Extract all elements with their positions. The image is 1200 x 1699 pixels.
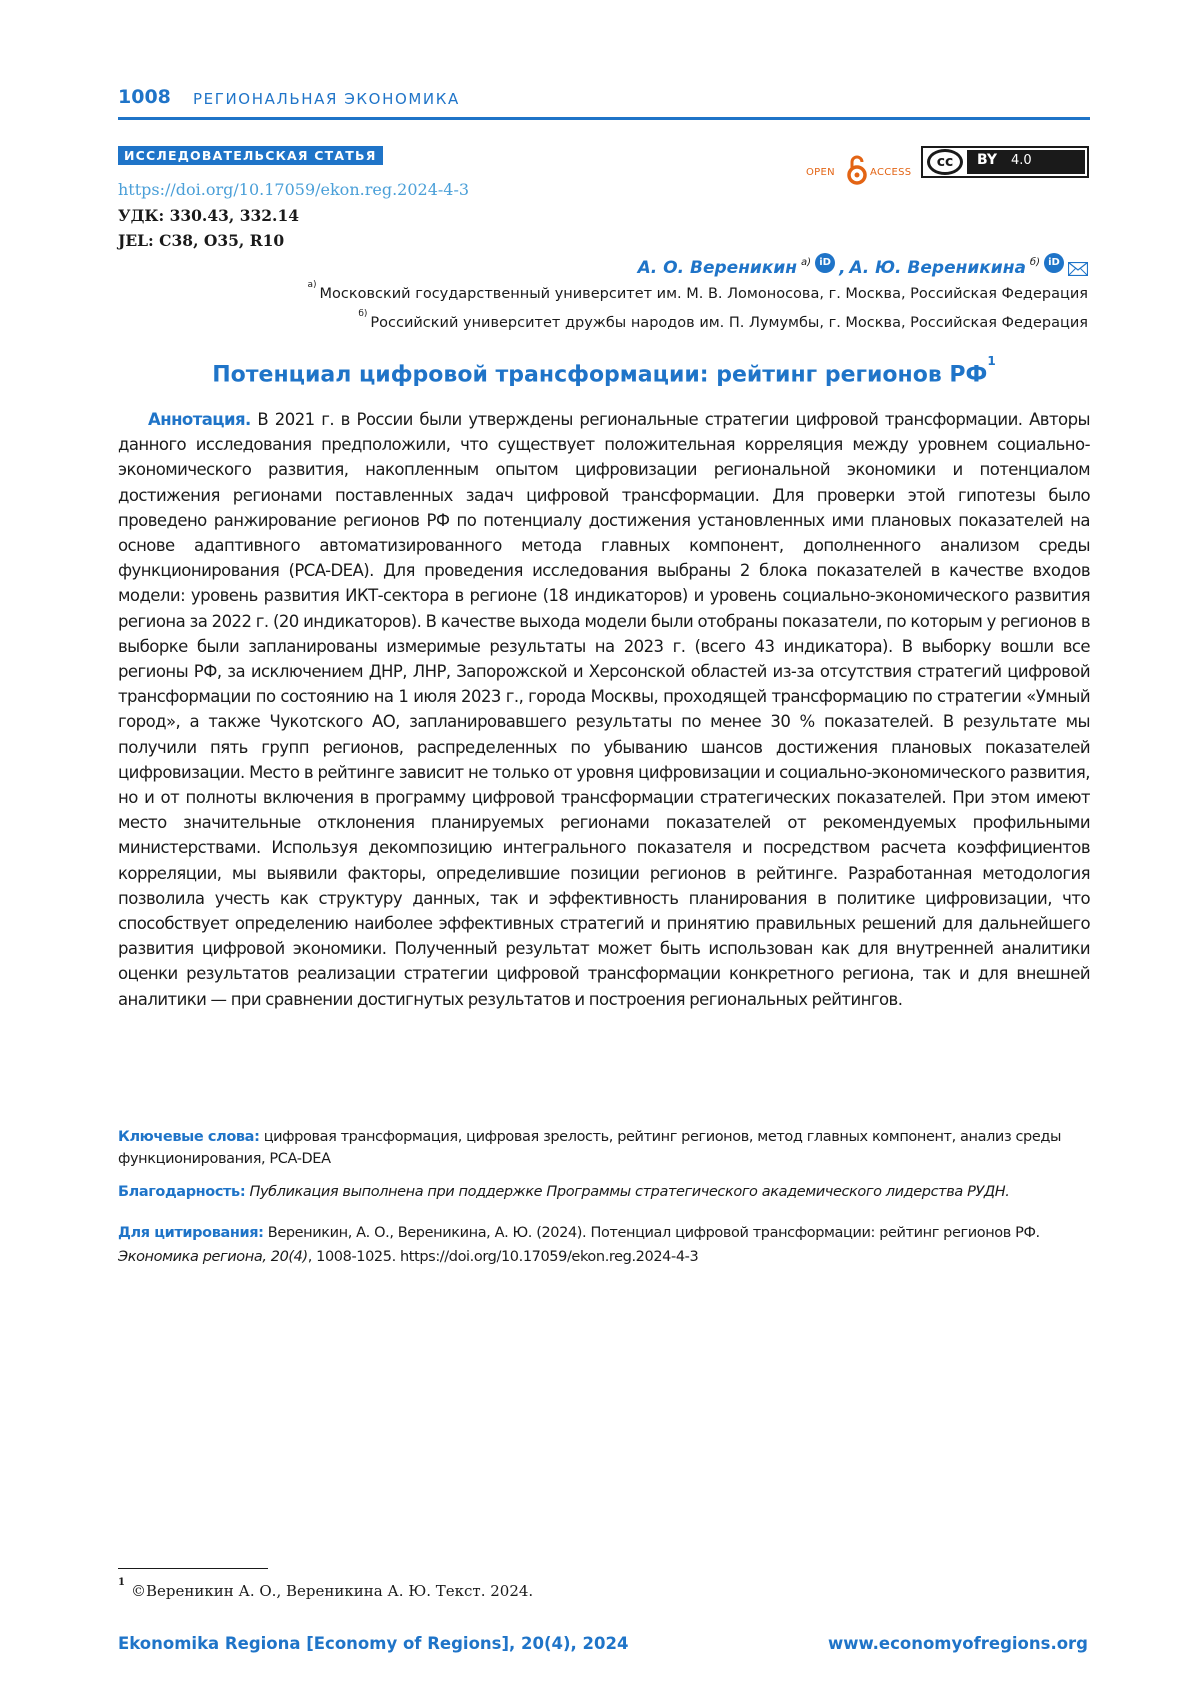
- article-title: [118, 354, 1090, 388]
- envelope-icon[interactable]: [1068, 261, 1088, 275]
- open-access-access-text: ACCESS: [870, 167, 912, 178]
- author-separator: ,: [839, 258, 846, 278]
- author-2-affiliation-mark: б): [1029, 256, 1040, 268]
- footnote: [118, 1577, 534, 1600]
- keywords-label: Ключевые слова:: [118, 1129, 260, 1145]
- open-lock-icon: [846, 154, 868, 190]
- affiliation-a: [307, 280, 1088, 302]
- open-access-logo: [806, 158, 918, 186]
- footnote-rule: [118, 1568, 268, 1569]
- citation-text-part1: Вереникин, А. О., Вереникина, А. Ю. (2024). Потенциал цифровой трансформации: рейтинг регионов РФ.: [267, 1225, 1040, 1241]
- footnote-text: ©Вереникин А. О., Вереникина А. Ю. Текст. 2024.: [130, 1582, 534, 1600]
- footer-website-link[interactable]: www.economyofregions.org: [827, 1634, 1088, 1653]
- cc-by-label: [967, 150, 1085, 174]
- cc-icon: cc: [927, 149, 963, 175]
- author-1-name: А. О. Вереникин: [637, 258, 798, 278]
- udk-code: УДК: 330.43, 332.14: [118, 206, 300, 225]
- footnote-mark: 1: [118, 1577, 125, 1588]
- cc-version-text: 4.0: [1011, 153, 1032, 168]
- citation: [118, 1221, 1090, 1269]
- orcid-icon[interactable]: iD: [815, 253, 835, 273]
- affiliation-b-text: Российский университет дружбы народов им. П. Лумумбы, г. Москва, Российская Федерация: [370, 314, 1088, 331]
- affiliation-a-mark: а): [307, 280, 317, 290]
- abstract: [118, 407, 1090, 1012]
- header-rule: [118, 117, 1090, 120]
- author-2-name: А. Ю. Вереникина: [849, 258, 1026, 278]
- abstract-text: В 2021 г. в России были утверждены региональные стратегии цифровой трансформации. Авторы данного исследования предположили, что существует положительная корреляция между уровнем социально-экономического развития, накопленным опытом цифровизации региональной экономики и потенциалом достижения регионами поставленных задач цифровой трансформации. Для проверки этой гипотезы было проведено ранжирование регионов РФ по потенциалу достижения установленных ими плановых показателей на основе адаптивного автоматизированного метода главных компонент, дополненного анализом среды функционирования (PCA-DEA). Для проведения исследования выбраны 2 блока показателей в качестве входов модели: уровень развития ИКТ-сектора в регионе (18 индикаторов) и уровень социально-экономического развития региона за 2022 г. (20 индикаторов). В качестве выхода модели были отобраны показатели, по которым у регионов в выборке были запланированы измеримые результаты на 2023 г. (всего 43 индикатора). В выборку вошли все регионы РФ, за исключением ДНР, ЛНР, Запорожской и Херсонской областей из-за отсутствия стратегий цифровой трансформации по состоянию на 1 июля 2023 г., города Москвы, проходящей трансформацию по стратегии «Умный город», а также Чукотского АО, запланировавшего результаты по менее 30 % показателей. В результате мы получили пять групп регионов, распределенных по убыванию шансов достижения плановых показателей цифровизации. Место в рейтинге зависит не только от уровня цифровизации и социально-экономического развития, но и от полноты включения в программу цифровой трансформации стратегических показателей. При этом имеют место значительные отклонения планируемых регионами показателей от рекомендуемых профильными министерствами. Используя декомпозицию интегрального показателя и посредством расчета коэффициентов корреляции, мы выявили факторы, определившие позиции регионов в рейтинге. Разработанная методология позволила учесть как структуру данных, так и эффективность планирования в политике цифровизации, что способствует определению наиболее эффективных стратегий и принятию правильных решений для дальнейшего развития цифровой экономики. Полученный результат может быть использован как для внутренней аналитики оценки результатов реализации стратегии цифровой трансформации конкретного региона, так и для внешней аналитики — при сравнении достигнутых результатов и построения региональных рейтингов.: [118, 410, 1090, 1009]
- jel-code: JEL: C38, O35, R10: [118, 231, 285, 250]
- abstract-label: Аннотация.: [148, 410, 251, 429]
- affiliation-b-mark: б): [358, 309, 368, 319]
- article-title-text: Потенциал цифровой трансформации: рейтинг регионов РФ: [212, 362, 988, 388]
- citation-label: Для цитирования:: [118, 1225, 264, 1241]
- orcid-icon[interactable]: iD: [1044, 253, 1064, 273]
- acknowledgement-label: Благодарность:: [118, 1184, 246, 1200]
- title-footnote-mark: 1: [987, 354, 996, 368]
- citation-journal: Экономика региона, 20(4): [118, 1249, 308, 1265]
- authors-line: [638, 255, 1088, 281]
- cc-by-text: BY: [977, 152, 998, 168]
- running-head: [118, 86, 1090, 120]
- keywords-text: цифровая трансформация, цифровая зрелость, рейтинг регионов, метод главных компонент, анализ среды функционирования, PCA-DEA: [118, 1129, 1062, 1167]
- citation-text-part2: , 1008-1025. https://doi.org/10.17059/ekon.reg.2024-4-3: [307, 1249, 699, 1265]
- acknowledgement: [118, 1181, 1090, 1203]
- affiliation-a-text: Московский государственный университет им. М. В. Ломоносова, г. Москва, Российская Федерация: [319, 285, 1088, 302]
- affiliation-b: [358, 309, 1088, 331]
- author-1-affiliation-mark: а): [801, 256, 812, 268]
- acknowledgement-text: Публикация выполнена при поддержке Программы стратегического академического лидерства РУДН.: [249, 1184, 1010, 1200]
- journal-section-title: РЕГИОНАЛЬНАЯ ЭКОНОМИКА: [193, 90, 460, 108]
- page-number: 1008: [118, 86, 171, 108]
- article-type-label: ИССЛЕДОВАТЕЛЬСКАЯ СТАТЬЯ: [118, 146, 383, 165]
- cc-by-license-badge[interactable]: [921, 146, 1089, 178]
- open-access-open-text: OPEN: [806, 167, 835, 178]
- doi-link[interactable]: https://doi.org/10.17059/ekon.reg.2024-4-3: [118, 180, 470, 199]
- keywords: [118, 1126, 1090, 1170]
- footer-journal-citation: Ekonomika Regiona [Economy of Regions], 20(4), 2024: [118, 1634, 629, 1653]
